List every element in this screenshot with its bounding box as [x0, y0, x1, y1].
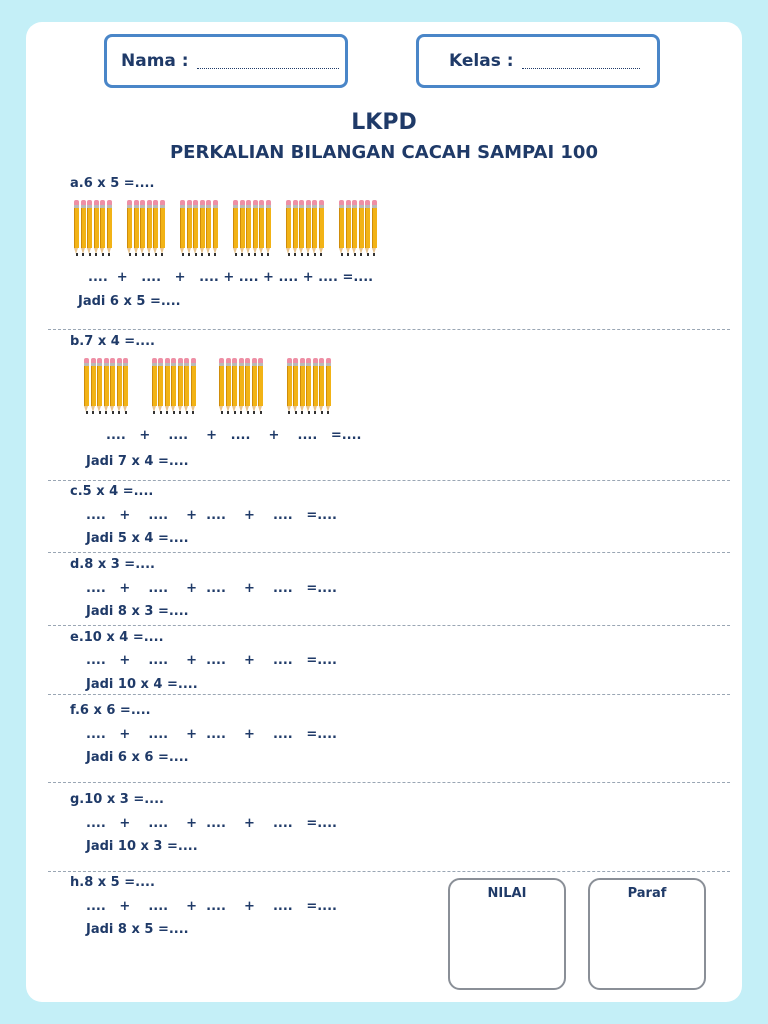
pencil-group [84, 358, 130, 414]
pencil-icon [94, 200, 99, 256]
pencil-group [219, 358, 265, 414]
separator [48, 552, 730, 553]
pencil-icon [187, 200, 192, 256]
separator [48, 871, 730, 872]
question-e: e.10 x 4 =.... [70, 630, 164, 645]
worksheet [26, 22, 742, 1002]
pencil-icon [180, 200, 185, 256]
pencil-icon [352, 200, 357, 256]
pencil-icon [232, 358, 237, 414]
pencil-icon [127, 200, 132, 256]
question-f: f.6 x 6 =.... [70, 703, 151, 718]
separator [48, 782, 730, 783]
sum-line-a: .... + .... + .... + .... + .... + .... =.... [88, 270, 374, 285]
pencil-group [233, 200, 272, 256]
pencil-icon [206, 200, 211, 256]
pencil-icon [97, 358, 102, 414]
pencil-icon [339, 200, 344, 256]
pencil-icon [253, 200, 258, 256]
pencil-group [286, 200, 325, 256]
question-g: g.10 x 3 =.... [70, 792, 164, 807]
jadi-line-e: Jadi 10 x 4 =.... [86, 677, 198, 692]
pencil-icon [266, 200, 271, 256]
question-h: h.8 x 5 =.... [70, 875, 155, 890]
question-a: a.6 x 5 =.... [70, 176, 155, 191]
sum-line-e: .... + .... + .... + .... =.... [86, 653, 337, 668]
paraf-label: Paraf [627, 886, 667, 901]
pencil-icon [258, 358, 263, 414]
pencil-icon [313, 358, 318, 414]
pencil-icon [359, 200, 364, 256]
nilai-label: NILAI [487, 886, 527, 901]
pencil-icon [100, 200, 105, 256]
sum-line-b: .... + .... + .... + .... =.... [106, 428, 362, 443]
kelas-blank[interactable] [522, 54, 640, 69]
pencil-icon [239, 358, 244, 414]
separator [48, 625, 730, 626]
separator [48, 329, 730, 330]
pencil-icon [123, 358, 128, 414]
jadi-line-b: Jadi 7 x 4 =.... [86, 454, 189, 469]
pencil-icon [300, 358, 305, 414]
pencil-icon [110, 358, 115, 414]
pencil-icon [252, 358, 257, 414]
nama-box[interactable] [104, 34, 348, 88]
jadi-line-h: Jadi 8 x 5 =.... [86, 922, 189, 937]
pencil-icon [117, 358, 122, 414]
sum-line-c: .... + .... + .... + .... =.... [86, 508, 337, 523]
pencil-group [339, 200, 378, 256]
pencil-icon [259, 200, 264, 256]
page-title: LKPD [351, 110, 417, 135]
pencil-group [152, 358, 198, 414]
pencil-icon [293, 358, 298, 414]
pencil-icon [87, 200, 92, 256]
separator [48, 694, 730, 695]
pencil-icon [191, 358, 196, 414]
pencil-icon [365, 200, 370, 256]
pencil-icon [226, 358, 231, 414]
pencil-icon [178, 358, 183, 414]
pencil-icon [372, 200, 377, 256]
pencil-icon [158, 358, 163, 414]
pencil-icon [84, 358, 89, 414]
separator [48, 480, 730, 481]
pencil-group [74, 200, 113, 256]
jadi-line-d: Jadi 8 x 3 =.... [86, 604, 189, 619]
pencil-icon [312, 200, 317, 256]
pencil-illustration-a [74, 200, 378, 256]
jadi-line-g: Jadi 10 x 3 =.... [86, 839, 198, 854]
pencil-icon [200, 200, 205, 256]
pencil-icon [81, 200, 86, 256]
pencil-icon [299, 200, 304, 256]
pencil-icon [306, 358, 311, 414]
page-subtitle: PERKALIAN BILANGAN CACAH SAMPAI 100 [169, 142, 598, 163]
pencil-icon [213, 200, 218, 256]
pencil-icon [193, 200, 198, 256]
pencil-icon [219, 358, 224, 414]
pencil-group [180, 200, 219, 256]
pencil-icon [91, 358, 96, 414]
pencil-illustration-b [84, 358, 332, 414]
pencil-icon [245, 358, 250, 414]
question-c: c.5 x 4 =.... [70, 484, 154, 499]
pencil-icon [74, 200, 79, 256]
pencil-icon [152, 358, 157, 414]
pencil-icon [240, 200, 245, 256]
pencil-icon [326, 358, 331, 414]
pencil-group [287, 358, 333, 414]
sum-line-h: .... + .... + .... + .... =.... [86, 899, 337, 914]
pencil-icon [287, 358, 292, 414]
pencil-icon [346, 200, 351, 256]
pencil-icon [107, 200, 112, 256]
pencil-icon [104, 358, 109, 414]
pencil-icon [293, 200, 298, 256]
question-b: b.7 x 4 =.... [70, 334, 155, 349]
jadi-line-c: Jadi 5 x 4 =.... [86, 531, 189, 546]
question-d: d.8 x 3 =.... [70, 557, 155, 572]
pencil-icon [165, 358, 170, 414]
pencil-icon [319, 358, 324, 414]
kelas-label: Kelas : [449, 51, 514, 71]
jadi-line-f: Jadi 6 x 6 =.... [86, 750, 189, 765]
pencil-group [127, 200, 166, 256]
sum-line-f: .... + .... + .... + .... =.... [86, 727, 337, 742]
sum-line-d: .... + .... + .... + .... =.... [86, 581, 337, 596]
kelas-box[interactable] [416, 34, 660, 88]
nilai-box[interactable] [448, 878, 566, 990]
pencil-icon [140, 200, 145, 256]
sum-line-g: .... + .... + .... + .... =.... [86, 816, 337, 831]
pencil-icon [171, 358, 176, 414]
pencil-icon [233, 200, 238, 256]
pencil-icon [147, 200, 152, 256]
nama-blank[interactable] [197, 54, 339, 69]
paraf-box[interactable] [588, 878, 706, 990]
pencil-icon [246, 200, 251, 256]
pencil-icon [153, 200, 158, 256]
pencil-icon [134, 200, 139, 256]
pencil-icon [306, 200, 311, 256]
pencil-icon [286, 200, 291, 256]
jadi-line-a: Jadi 6 x 5 =.... [78, 294, 181, 309]
nama-label: Nama : [121, 51, 189, 71]
pencil-icon [319, 200, 324, 256]
pencil-icon [184, 358, 189, 414]
pencil-icon [160, 200, 165, 256]
